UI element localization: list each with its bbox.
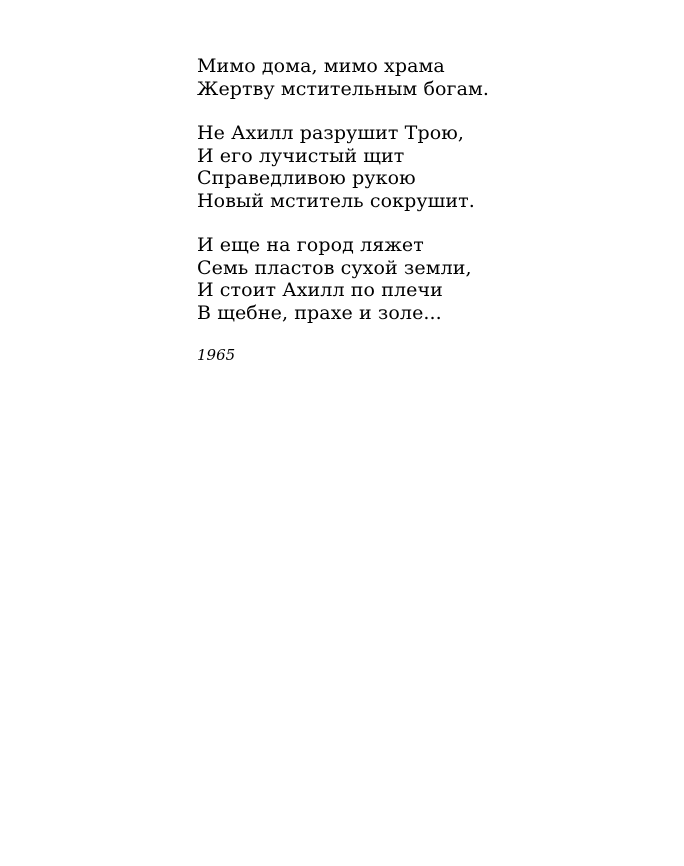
poem <box>197 55 577 365</box>
poem-year: 1965 <box>197 346 236 364</box>
stanza-3 <box>197 234 577 324</box>
poem-line: Справедливою рукою <box>197 167 416 189</box>
poem-line: Мимо дома, мимо храма <box>197 55 445 77</box>
poem-line: В щебне, прахе и золе... <box>197 301 442 324</box>
poem-line: Не Ахилл разрушит Трою, <box>197 122 465 144</box>
poem-line: Новый мститель сокрушит. <box>197 189 475 212</box>
poem-line: Семь пластов сухой земли, <box>197 256 472 279</box>
poem-line: И стоит Ахилл по плечи <box>197 279 443 301</box>
poem-line: И его лучистый щит <box>197 144 405 167</box>
stanza-1 <box>197 55 577 100</box>
poem-line: Жертву мстительным богам. <box>197 77 490 100</box>
poem-line: И еще на город ляжет <box>197 234 424 256</box>
stanza-2 <box>197 122 577 212</box>
